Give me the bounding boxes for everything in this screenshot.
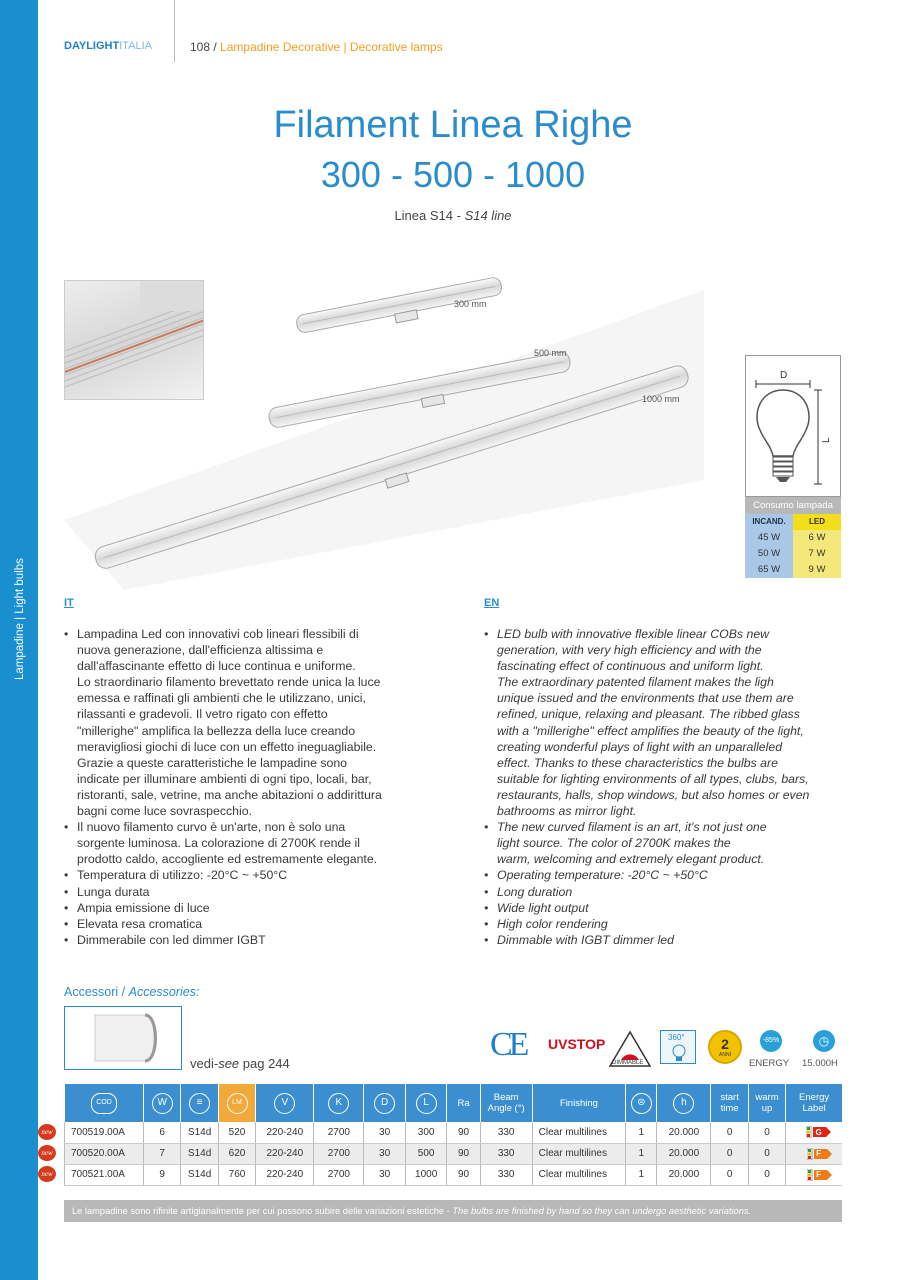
- bullet-line: • Ampia emissione di luce: [77, 900, 210, 915]
- bullet-line: Lo straordinario filamento brevettato rende unica la luce: [77, 675, 381, 690]
- bullet-line: • Elevata resa cromatica: [77, 916, 203, 931]
- table-header-row: [65, 1084, 843, 1122]
- accessories-label-it: Accessori /: [64, 985, 126, 999]
- table-row: [65, 1143, 843, 1164]
- col-energy-label: Energy Label: [786, 1084, 842, 1122]
- warranty-text: ANNI: [719, 1052, 731, 1058]
- bullet-line: • Dimmerabile con led dimmer IGBT: [77, 932, 266, 947]
- col-length: [405, 1084, 447, 1122]
- cell-v: 220-240: [256, 1143, 314, 1164]
- bullet-item: [484, 867, 844, 883]
- cell-warm: 0: [748, 1122, 785, 1143]
- product-photo: [64, 250, 704, 590]
- cell-l: 500: [405, 1143, 447, 1164]
- bullet-line: meravigliosi giochi di luce con un effetto ineguagliabile.: [77, 739, 377, 754]
- cell-start: 0: [711, 1122, 748, 1143]
- cell-beam: 330: [480, 1164, 532, 1185]
- bullet-line: • Dimmable with IGBT dimmer led: [497, 932, 674, 947]
- col-ra: Ra: [447, 1084, 480, 1122]
- bullet-line: with a "millerighe" effect amplifies the beauty of the light,: [497, 723, 804, 738]
- col-led: LED: [793, 514, 841, 530]
- cell-beam: 330: [480, 1143, 532, 1164]
- bullet-line: nuova generazione, dall'efficienza altissima e: [77, 643, 324, 658]
- cell-finishing: Clear multilines: [532, 1122, 626, 1143]
- cell-cod: 700520.00A: [65, 1143, 144, 1164]
- page-subtitle-sizes: 300 - 500 - 1000: [320, 154, 586, 195]
- bullet-line: • Operating temperature: -20°C ~ +50°C: [497, 868, 708, 883]
- angle-label: 360°: [668, 1033, 685, 1042]
- bullet-line: bagni come luce sovraspecchio.: [77, 804, 252, 819]
- page-number: 108 /: [190, 40, 217, 54]
- bullet-line: • High color rendering: [497, 916, 608, 931]
- bullet-item: [64, 819, 464, 867]
- footer-note-it: Le lampadine sono rifinite artigianalmente per cui possono subire delle variazioni estetiche -: [72, 1206, 450, 1216]
- watt-icon: W: [152, 1093, 173, 1114]
- consumption-title: Consumo lampada: [745, 497, 841, 514]
- energy-class: F: [816, 1170, 822, 1179]
- length-label-300: 300 mm: [454, 299, 487, 309]
- led-value: 9 W: [793, 562, 841, 578]
- dimension-drawing: [745, 355, 841, 497]
- lumen-icon: LM: [227, 1093, 248, 1114]
- bullet-line: "millerighe" amplifica la bellezza della luce creando: [77, 723, 356, 738]
- line-en: S14 line: [464, 208, 512, 223]
- cell-hours: 20.000: [657, 1164, 711, 1185]
- col-start-time: start time: [711, 1084, 748, 1122]
- ce-icon: CE: [490, 1026, 526, 1063]
- bullet-item: [64, 900, 464, 916]
- dimmable-icon: [608, 1030, 652, 1074]
- bullet-line: • Wide light output: [497, 900, 589, 915]
- section-title: Lampadine Decorative | Decorative lamps: [220, 40, 443, 54]
- bullet-line: • Temperatura di utilizzo: -20°C ~ +50°C: [77, 868, 288, 883]
- accessory-image: [64, 1006, 182, 1070]
- bullet-item: [484, 932, 844, 948]
- incand-value: 45 W: [745, 530, 793, 546]
- cell-box: 1: [626, 1164, 657, 1185]
- bullet-line: indicate per illuminare ambienti di ogni tipo, locali, bar,: [77, 771, 372, 786]
- length-icon: L: [416, 1093, 437, 1114]
- ref-en: see: [218, 1056, 240, 1071]
- cell-lm: 620: [218, 1143, 255, 1164]
- cell-d: 30: [364, 1122, 406, 1143]
- clock-icon: ◷: [813, 1030, 835, 1052]
- col-beam-angle: Beam Angle (°): [480, 1084, 532, 1122]
- cell-base: S14d: [181, 1143, 218, 1164]
- incand-value: 65 W: [745, 562, 793, 578]
- description-it: [64, 626, 464, 948]
- col-hours: [657, 1084, 711, 1122]
- kelvin-icon: K: [328, 1093, 349, 1114]
- table-row: [65, 1122, 843, 1143]
- bullet-line: fascinating effect of continuous and uniform light.: [497, 659, 764, 674]
- cell-cod: 700521.00A: [65, 1164, 144, 1185]
- new-badge: new: [38, 1145, 56, 1161]
- new-badge: new: [38, 1166, 56, 1182]
- warranty-icon: [708, 1030, 742, 1064]
- bullet-line: effect. Thanks to these characteristics the bulbs are: [497, 755, 778, 770]
- spec-box: [745, 355, 841, 578]
- bullet-item: [64, 867, 464, 883]
- length-label-500: 500 mm: [534, 348, 567, 358]
- energy-class: G: [815, 1127, 822, 1137]
- cell-w: 6: [143, 1122, 180, 1143]
- cell-energy: [786, 1164, 842, 1185]
- box-icon: ⊜: [631, 1093, 652, 1114]
- cell-box: 1: [626, 1143, 657, 1164]
- accessory-page-ref: [190, 1056, 290, 1071]
- cell-d: 30: [364, 1164, 406, 1185]
- col-base: [181, 1084, 218, 1122]
- bullet-item: [64, 916, 464, 932]
- bullet-line: dall'affascinante effetto di luce continua e uniforme.: [77, 659, 356, 674]
- footer-note: [64, 1200, 842, 1222]
- col-finishing: Finishing: [532, 1084, 626, 1122]
- col-box: [626, 1084, 657, 1122]
- bullet-line: unique issued and the environments that use them are: [497, 691, 794, 706]
- svg-text:D: D: [780, 370, 788, 381]
- warranty-years: 2: [721, 1036, 729, 1052]
- volt-icon: V: [274, 1093, 295, 1114]
- bullet-line: • Il nuovo filamento curvo è un'arte, non è solo una: [77, 820, 346, 835]
- accessories-label-en: Accessories:: [128, 985, 200, 999]
- breadcrumb: [190, 40, 443, 54]
- bullet-line: creating wonderful plays of light with an unparalleled: [497, 739, 783, 754]
- length-label-1000: 1000 mm: [642, 394, 680, 404]
- bullet-line: bathrooms as mirror light.: [497, 804, 637, 819]
- table-row: [65, 1164, 843, 1185]
- cell-hours: 20.000: [657, 1143, 711, 1164]
- cell-warm: 0: [748, 1143, 785, 1164]
- ref-page: pag 244: [239, 1056, 290, 1071]
- cell-w: 9: [143, 1164, 180, 1185]
- bullet-line: Grazie a queste caratteristiche le lampadine sono: [77, 755, 347, 770]
- bullet-line: restaurants, halls, shop windows, but also homes or even: [497, 787, 810, 802]
- cell-finishing: Clear multilines: [532, 1164, 626, 1185]
- col-watt: [143, 1084, 180, 1122]
- energy-label: ENERGY: [749, 1058, 790, 1069]
- bullet-item: [484, 900, 844, 916]
- lang-label-it: IT: [64, 597, 74, 609]
- bullet-line: ristoranti, sale, vetrine, ma anche abitazioni o addirittura: [77, 787, 382, 802]
- cell-l: 1000: [405, 1164, 447, 1185]
- cell-base: S14d: [181, 1164, 218, 1185]
- col-incand: INCAND.: [745, 514, 793, 530]
- ref-it: vedi-: [190, 1056, 219, 1071]
- bullet-line: emessa e raffinati gli ambienti che le utilizzano, unici,: [77, 691, 366, 706]
- bullet-item: [484, 819, 844, 867]
- cell-start: 0: [711, 1143, 748, 1164]
- cell-finishing: Clear multilines: [532, 1143, 626, 1164]
- product-line: [0, 208, 906, 223]
- hours-icon: h: [673, 1093, 694, 1114]
- brand-name-b: ITALIA: [119, 40, 153, 52]
- energy-saving-icon: -85%: [760, 1030, 782, 1052]
- cell-energy: [786, 1143, 842, 1164]
- led-value: 6 W: [793, 530, 841, 546]
- cell-v: 220-240: [256, 1164, 314, 1185]
- cell-w: 7: [143, 1143, 180, 1164]
- bullet-line: • Long duration: [497, 884, 573, 899]
- cell-k: 2700: [314, 1122, 364, 1143]
- cell-box: 1: [626, 1122, 657, 1143]
- bullet-line: The extraordinary patented filament makes the ligh: [497, 675, 774, 690]
- bullet-line: prodotto caldo, accogliente ed estremamente elegante.: [77, 852, 378, 867]
- led-value: 7 W: [793, 546, 841, 562]
- bullet-line: refined, unique, relaxing and pleasant. The ribbed glass: [497, 707, 800, 722]
- col-diameter: [364, 1084, 406, 1122]
- col-volt: [256, 1084, 314, 1122]
- bullet-item: [64, 932, 464, 948]
- lang-label-en: EN: [484, 597, 500, 609]
- diameter-icon: D: [374, 1093, 395, 1114]
- bullet-item: [64, 884, 464, 900]
- cell-k: 2700: [314, 1143, 364, 1164]
- cell-cod: 700519.00A: [65, 1122, 144, 1143]
- cell-k: 2700: [314, 1164, 364, 1185]
- cell-base: S14d: [181, 1122, 218, 1143]
- lifetime-hours: 15.000H: [802, 1058, 838, 1069]
- new-badge: new: [38, 1124, 56, 1140]
- bulbs-illustration: [64, 250, 704, 590]
- energy-class: F: [816, 1149, 822, 1158]
- bullet-line: • Lampadina Led con innovativi cob lineari flessibili di: [77, 627, 359, 641]
- sidebar-label: Lampadine | Light bulbs: [14, 558, 26, 680]
- bullet-item: [64, 626, 464, 819]
- cell-ra: 90: [447, 1122, 480, 1143]
- incand-value: 50 W: [745, 546, 793, 562]
- dimmable-label: DIMMABLE: [612, 1060, 644, 1066]
- bullet-item: [484, 916, 844, 932]
- header-divider: [174, 0, 175, 62]
- footer-note-en: The bulbs are finished by hand so they can undergo aesthetic variations.: [452, 1206, 752, 1216]
- page-title: Filament Linea Righe: [273, 104, 633, 146]
- bullet-line: sorgente luminosa. La colorazione di 2700K rende il: [77, 836, 361, 851]
- bullet-line: rilassanti e gradevoli. Il vetro rigato con effetto: [77, 707, 328, 722]
- bullet-line: generation, with very high efficiency and with the: [497, 643, 762, 658]
- cell-ra: 90: [447, 1143, 480, 1164]
- col-kelvin: [314, 1084, 364, 1122]
- certification-icons: [490, 1026, 846, 1074]
- cell-energy: [786, 1122, 842, 1143]
- cell-ra: 90: [447, 1164, 480, 1185]
- beam-360-icon: [660, 1030, 696, 1064]
- bullet-item: [484, 884, 844, 900]
- col-warm-up: warm up: [748, 1084, 785, 1122]
- cell-hours: 20.000: [657, 1122, 711, 1143]
- description-en: [484, 626, 844, 948]
- cell-warm: 0: [748, 1164, 785, 1185]
- accessories-label: [64, 985, 199, 999]
- col-cod: [65, 1084, 144, 1122]
- bullet-line: • LED bulb with innovative flexible linear COBs new: [497, 627, 770, 641]
- brand-name-a: DAYLIGHT: [64, 40, 120, 52]
- cell-v: 220-240: [256, 1122, 314, 1143]
- bullet-line: • The new curved filament is an art, it's not just one: [497, 820, 767, 835]
- svg-text:L: L: [821, 437, 832, 443]
- brand-logo: [64, 40, 152, 52]
- bullet-item: [484, 626, 844, 819]
- bullet-line: • Lunga durata: [77, 884, 150, 899]
- cod-icon: COD: [91, 1093, 117, 1114]
- base-icon: ≡: [189, 1093, 210, 1114]
- cell-lm: 520: [218, 1122, 255, 1143]
- col-lumen: [218, 1084, 255, 1122]
- cell-l: 300: [405, 1122, 447, 1143]
- cell-start: 0: [711, 1164, 748, 1185]
- product-table: [64, 1084, 842, 1186]
- cell-d: 30: [364, 1143, 406, 1164]
- bullet-line: suitable for lighting environments of all types, clubs, bars,: [497, 771, 809, 786]
- bullet-line: warm, welcoming and extremely elegant product.: [497, 852, 765, 867]
- line-it: Linea S14 -: [394, 208, 461, 223]
- cell-lm: 760: [218, 1164, 255, 1185]
- bullet-line: light source. The color of 2700K makes the: [497, 836, 731, 851]
- cell-beam: 330: [480, 1122, 532, 1143]
- uvstop-icon: UVSTOP: [548, 1036, 606, 1052]
